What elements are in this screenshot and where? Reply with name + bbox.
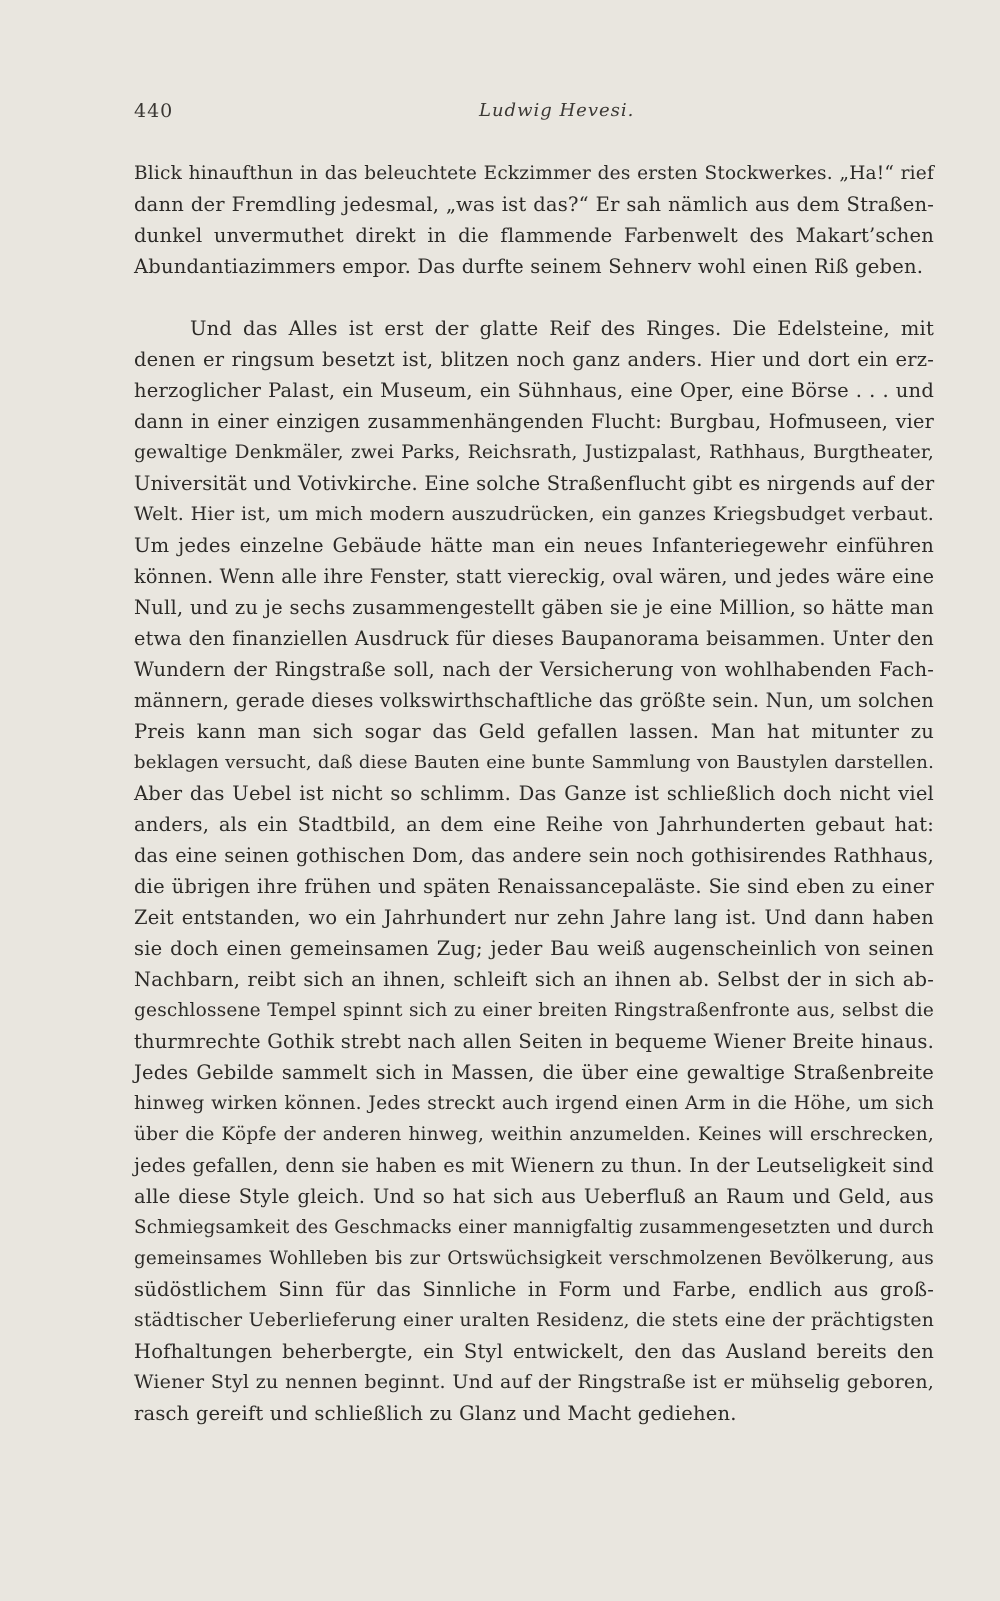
text-line: Universität und Votivkirche. Eine solche Straßenflucht gibt es nirgends auf der [134,472,935,495]
text-line: Hofhaltungen beherbergte, ein Styl entwickelt, den das Ausland bereits den [134,1340,934,1363]
text-line: dunkel unvermuthet direkt in die flammende Farbenwelt des Makart’schen [134,224,934,247]
text-line: thurmrechte Gothik strebt nach allen Seiten in bequeme Wiener Breite hinaus. [134,1030,934,1053]
text-line: Wiener Styl zu nennen beginnt. Und auf der Ringstraße ist er mühselig geboren, [134,1371,934,1393]
text-line: die übrigen ihre frühen und späten Renaissancepaläste. Sie sind eben zu einer [134,875,934,898]
text-line: Und das Alles ist erst der glatte Reif des Ringes. Die Edelsteine, mit [190,317,934,340]
text-line: alle diese Style gleich. Und so hat sich aus Ueberfluß an Raum und Geld, aus [134,1185,934,1208]
page-number: 440 [134,100,174,122]
text-line: Schmiegsamkeit des Geschmacks einer mannigfaltig zusammengesetzten und durch [134,1217,934,1238]
text-line: herzoglicher Palast, ein Museum, ein Sühnhaus, eine Oper, eine Börse . . . und [134,379,934,402]
running-title: Ludwig Hevesi. [479,100,635,121]
text-line: das eine seinen gothischen Dom, das andere sein noch gothisirendes Rathhaus, [134,844,934,867]
text-line: geschlossene Tempel spinnt sich zu einer breiten Ringstraßenfronte aus, selbst die [134,1000,934,1021]
text-line: hinweg wirken können. Jedes streckt auch irgend einen Arm in die Höhe, um sich [134,1093,934,1114]
text-line: Zeit entstanden, wo ein Jahrhundert nur zehn Jahre lang ist. Und dann haben [134,906,934,929]
text-line: Aber das Uebel ist nicht so schlimm. Das Ganze ist schließlich doch nicht viel [134,782,934,805]
text-line: Abundantiazimmers empor. Das durfte seinem Sehnerv wohl einen Riß geben. [134,255,924,278]
text-line: denen er ringsum besetzt ist, blitzen noch ganz anders. Hier und dort ein erz- [134,348,934,371]
text-line: Nachbarn, reibt sich an ihnen, schleift sich an ihnen ab. Selbst der in sich ab- [134,968,934,991]
text-line: Um jedes einzelne Gebäude hätte man ein neues Infanteriegewehr einführen [134,534,934,557]
text-line: städtischer Ueberlieferung einer uralten Residenz, die stets eine der prächtigsten [134,1310,934,1331]
text-line: gemeinsames Wohlleben bis zur Ortswüchsigkeit verschmolzenen Bevölkerung, aus [134,1248,934,1269]
text-line: Preis kann man sich sogar das Geld gefallen lassen. Man hat mitunter zu [134,720,934,743]
text-line: Blick hinaufthun in das beleuchtete Eckzimmer des ersten Stockwerkes. „Ha!“ rief [134,163,934,184]
text-line: rasch gereift und schließlich zu Glanz und Macht gediehen. [134,1402,737,1425]
text-line: anders, als ein Stadtbild, an dem eine Reihe von Jahrhunderten gebaut hat: [134,813,934,836]
paragraph-main [134,313,934,1429]
text-line: etwa den finanziellen Ausdruck für dieses Baupanorama beisammen. Unter den [134,627,934,650]
text-line: können. Wenn alle ihre Fenster, statt viereckig, oval wären, und jedes wäre eine [134,565,935,588]
paragraph-continued [134,158,934,282]
text-line: sie doch einen gemeinsamen Zug; jeder Bau weiß augenscheinlich von seinen [134,937,934,960]
text-line: dann der Fremdling jedesmal, „was ist das?“ Er sah nämlich aus dem Straßen- [134,193,934,216]
text-line: beklagen versucht, daß diese Bauten eine bunte Sammlung von Baustylen darstellen. [134,752,934,773]
text-line: gewaltige Denkmäler, zwei Parks, Reichsrath, Justizpalast, Rathhaus, Burgtheater, [134,442,934,463]
text-line: Welt. Hier ist, um mich modern auszudrücken, ein ganzes Kriegsbudget verbaut. [134,503,934,525]
text-line: Null, und zu je sechs zusammengestellt gäben sie je eine Million, so hätte man [134,596,934,619]
text-line: jedes gefallen, denn sie haben es mit Wienern zu thun. In der Leutseligkeit sind [134,1154,934,1177]
text-line: über die Köpfe der anderen hinweg, weithin anzumelden. Keines will erschrecken, [134,1124,934,1145]
text-line: männern, gerade dieses volkswirthschaftliche das größte sein. Nun, um solchen [134,689,934,712]
page-header [134,100,934,130]
text-line: südöstlichem Sinn für das Sinnliche in Form und Farbe, endlich aus groß- [134,1278,934,1301]
text-line: Jedes Gebilde sammelt sich in Massen, die über eine gewaltige Straßenbreite [134,1061,934,1084]
text-line: dann in einer einzigen zusammenhängenden Flucht: Burgbau, Hofmuseen, vier [134,410,934,433]
text-line: Wundern der Ringstraße soll, nach der Versicherung von wohlhabenden Fach- [134,658,934,681]
